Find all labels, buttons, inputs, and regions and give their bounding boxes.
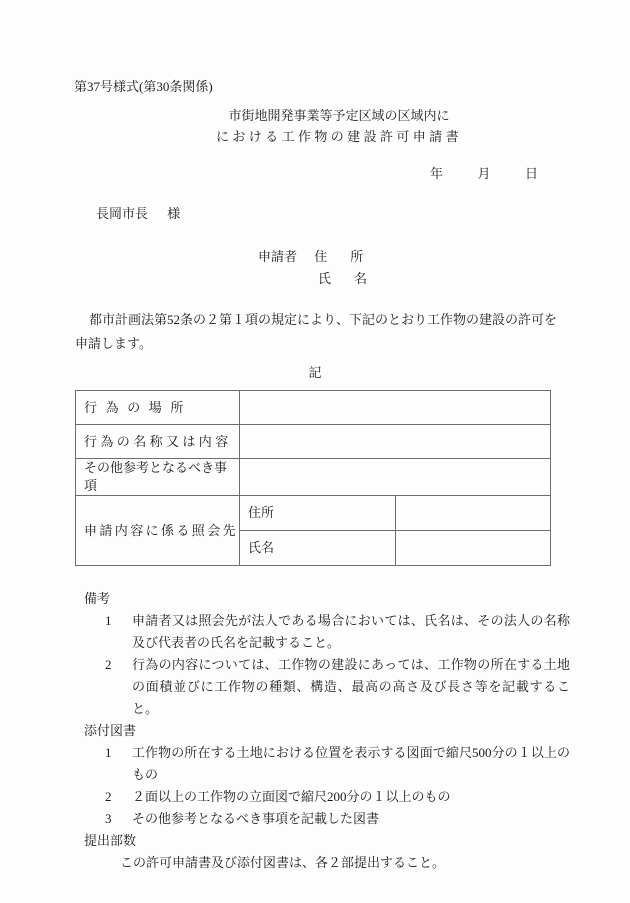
remarks-item-2-number: 2 — [105, 657, 112, 672]
attachments-item-3-number: 3 — [105, 811, 112, 826]
contact-name-label: 氏名 — [240, 531, 396, 566]
addressee — [96, 205, 180, 223]
row-label-location: 行為の場所 — [76, 391, 240, 425]
remarks-item-2 — [75, 654, 570, 720]
date-line — [430, 165, 538, 183]
table-row-location — [76, 391, 551, 425]
body-paragraph: 都市計画法第52条の２第１項の規定により、下記のとおり工作物の建設の許可を申請します。 — [75, 312, 558, 351]
remarks-group — [75, 588, 570, 720]
document-title — [0, 105, 630, 147]
applicant-label: 申請者 — [258, 249, 298, 264]
table-row-name-content — [76, 425, 551, 459]
table-row-other-matters — [76, 459, 551, 496]
remarks-heading: 備考 — [84, 591, 111, 606]
contact-address-value[interactable] — [395, 496, 551, 531]
applicant-address-row — [258, 246, 372, 268]
row-label-contact: 申請内容に係る照会先 — [76, 496, 240, 566]
title-line-1: 市街地開発事業等予定区域の区域内に — [228, 108, 450, 123]
attachments-item-3 — [75, 808, 570, 830]
attachments-group — [75, 720, 570, 830]
row-value-location[interactable] — [240, 391, 551, 425]
row-value-name-content[interactable] — [240, 425, 551, 459]
row-value-other-matters[interactable] — [240, 459, 551, 496]
applicant-name-row — [258, 268, 372, 290]
applicant-block — [258, 246, 372, 290]
attachments-item-2-number: 2 — [105, 789, 112, 804]
date-day-label: 日 — [525, 166, 539, 181]
copies-heading: 提出部数 — [84, 833, 137, 848]
attachments-item-2-text: ２面以上の工作物の立面図で縮尺200分の１以上のもの — [132, 789, 451, 804]
attachments-item-1-text: 工作物の所在する土地における位置を表示する図面で縮尺500分の１以上のもの — [132, 745, 570, 782]
applicant-name-label: 氏 名 — [318, 271, 373, 286]
row-label-other-matters: その他参考となるべき事項 — [76, 459, 240, 496]
table-row-contact-address — [76, 496, 551, 531]
form-number: 第37号様式(第30条関係) — [74, 79, 213, 94]
application-table — [75, 390, 551, 566]
contact-address-label: 住所 — [240, 496, 396, 531]
applicant-address-label: 住 所 — [314, 249, 369, 264]
copies-group — [75, 830, 570, 874]
attachments-item-3-text: その他参考となるべき事項を記載した図書 — [132, 811, 380, 826]
ki-heading: 記 — [308, 365, 322, 380]
copies-text: この許可申請書及び添付図書は、各２部提出すること。 — [120, 855, 446, 870]
row-label-name-content: 行為の名称又は内容 — [76, 425, 240, 459]
remarks-item-1-number: 1 — [105, 613, 112, 628]
addressee-honorific: 様 — [167, 206, 181, 221]
remarks-item-1 — [75, 610, 570, 654]
attachments-item-1-number: 1 — [105, 745, 112, 760]
date-year-label: 年 — [430, 166, 444, 181]
attachments-heading: 添付図書 — [84, 723, 137, 738]
attachments-item-1 — [75, 742, 570, 786]
contact-name-value[interactable] — [395, 531, 551, 566]
date-month-label: 月 — [477, 166, 491, 181]
attachments-item-2 — [75, 786, 570, 808]
notes-section — [75, 588, 570, 874]
remarks-item-2-text: 行為の内容については、工作物の建設にあっては、工作物の所在する土地の面積並びに工作物の種類、構造、最高の高さ及び長さ等を記載すること。 — [132, 657, 570, 716]
title-line-2: における工作物の建設許可申請書 — [215, 129, 462, 144]
addressee-office: 長岡市長 — [96, 206, 149, 221]
remarks-item-1-text: 申請者又は照会先が法人である場合においては、氏名は、その法人の名称及び代表者の氏名を記載すること。 — [132, 613, 570, 650]
